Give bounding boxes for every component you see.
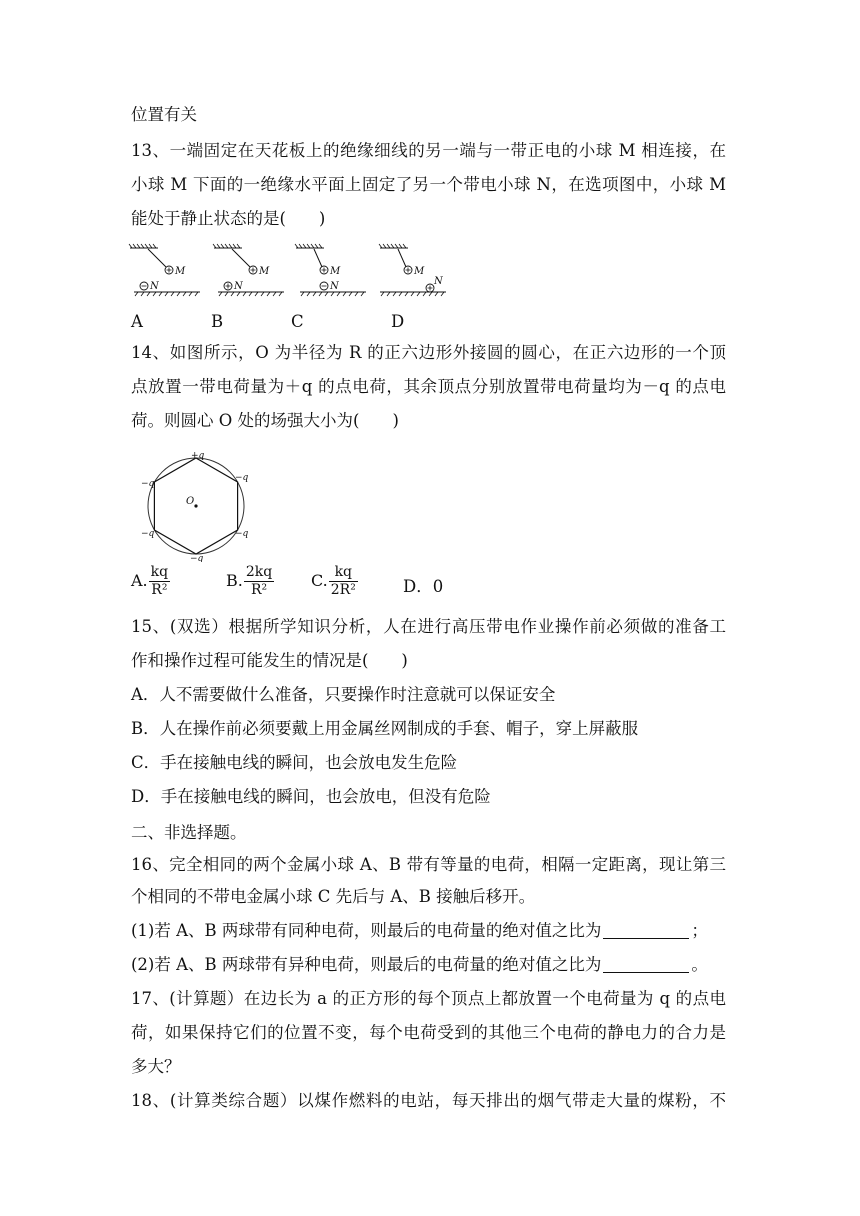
section-heading: 二、非选择题。: [131, 823, 247, 842]
q14-label-upper-right: −q: [235, 473, 249, 483]
q15-option-c: C．手在接触电线的瞬间，也会放电发生危险: [131, 753, 458, 772]
question-18-line-1: 18、(计算类综合题）以煤作燃料的电站，每天排出的烟气带走大量的煤粉，不: [131, 1091, 726, 1110]
svg-text:N: N: [434, 276, 443, 287]
q15-option-a: A．人不需要做什么准备，只要操作时注意就可以保证安全: [131, 685, 556, 704]
q16-part-1-text: (1)若 A、B 两球带有同种电荷，则最后的电荷量的绝对值之比为: [131, 921, 602, 940]
text-line: 位置有关: [131, 105, 197, 124]
answer-blank-1[interactable]: [603, 922, 689, 939]
q14-label-center: O: [186, 496, 195, 507]
question-16-line-2: 个相同的不带电金属小球 C 先后与 A、B 接触后移开。: [131, 887, 536, 906]
question-14-line-2: 点放置一带电荷量为＋q 的点电荷，其余顶点分别放置带电荷量均为－q 的点电: [131, 377, 726, 396]
q14-option-c: [311, 564, 358, 599]
svg-text:N: N: [330, 281, 339, 292]
q16-part-2: [131, 954, 708, 976]
q16-part-2-text: (2)若 A、B 两球带有异种电荷，则最后的电荷量的绝对值之比为: [131, 955, 602, 974]
q14-label-bottom: −q: [190, 554, 204, 562]
svg-text:M: M: [330, 266, 341, 277]
q13-option-d: D: [391, 312, 405, 331]
question-13-line-2: 小球 M 下面的一绝缘水平面上固定了另一个带电小球 N，在选项图中，小球 M: [131, 175, 726, 194]
svg-text:M: M: [175, 266, 186, 277]
q16-part-1: [131, 920, 708, 942]
q15-option-b: B．人在操作前必须要戴上用金属丝网制成的手套、帽子，穿上屏蔽服: [131, 719, 639, 738]
question-15-line-1: 15、(双选）根据所学知识分析，人在进行高压带电作业操作前必须做的准备工: [131, 617, 726, 636]
q14-label-upper-left: −q: [141, 479, 155, 489]
q13-figure: [128, 240, 448, 300]
question-13-line-1: 13、一端固定在天花板上的绝缘细线的另一端与一带正电的小球 M 相连接，在: [131, 141, 726, 160]
svg-text:M: M: [259, 266, 270, 277]
question-16-line-1: 16、完全相同的两个金属小球 A、B 带有等量的电荷，相隔一定距离，现让第三: [131, 855, 726, 874]
q14-option-a: [131, 564, 170, 599]
q14-option-a-numerator: kq: [150, 564, 169, 580]
q13-option-a: A: [131, 312, 143, 331]
q14-option-b-numerator: 2kq: [245, 564, 273, 580]
question-17-line-1: 17、(计算题）在边长为 a 的正方形的每个顶点上都放置一个电荷量为 q 的点电: [131, 989, 726, 1008]
q14-label-lower-right: −q: [235, 529, 249, 539]
q14-option-b: [226, 564, 274, 599]
q15-option-d: D．手在接触电线的瞬间，也会放电，但没有危险: [131, 787, 491, 806]
question-14-line-1: 14、如图所示，O 为半径为 R 的正六边形外接圆的圆心，在正六边形的一个顶: [131, 343, 726, 362]
question-17-line-3: 多大？: [131, 1057, 181, 1076]
q13-option-b: B: [211, 312, 224, 331]
q16-part-2-end: 。: [691, 955, 708, 974]
q14-option-b-denominator: R²: [250, 582, 268, 598]
q14-option-c-label: C.: [311, 571, 328, 590]
q14-label-top: +q: [191, 451, 205, 461]
q13-panel-a: [129, 244, 200, 296]
q14-option-d: D．0: [403, 577, 444, 596]
question-17-line-2: 荷，如果保持它们的位置不变，每个电荷受到的其他三个电荷的静电力的合力是: [131, 1023, 726, 1042]
question-15-line-2: 作和操作过程可能发生的情况是( ): [131, 651, 408, 670]
q14-label-lower-left: −q: [141, 529, 155, 539]
q14-option-a-denominator: R²: [151, 582, 168, 598]
svg-text:N: N: [150, 281, 159, 292]
answer-blank-2[interactable]: [603, 956, 689, 973]
q16-part-1-end: ；: [691, 921, 708, 940]
q14-hexagon-figure: [138, 450, 258, 562]
question-13-line-3: 能处于静止状态的是( ): [131, 209, 326, 228]
q14-option-c-numerator: kq: [329, 564, 358, 582]
q14-option-a-label: A.: [131, 571, 148, 590]
q14-option-b-label: B.: [226, 571, 243, 590]
q14-option-c-denominator: 2R²: [330, 582, 356, 598]
question-14-line-3: 荷。则圆心 O 处的场强大小为( ): [131, 411, 399, 430]
svg-text:N: N: [234, 281, 243, 292]
q13-option-c: C: [291, 312, 304, 331]
svg-text:M: M: [414, 266, 425, 277]
